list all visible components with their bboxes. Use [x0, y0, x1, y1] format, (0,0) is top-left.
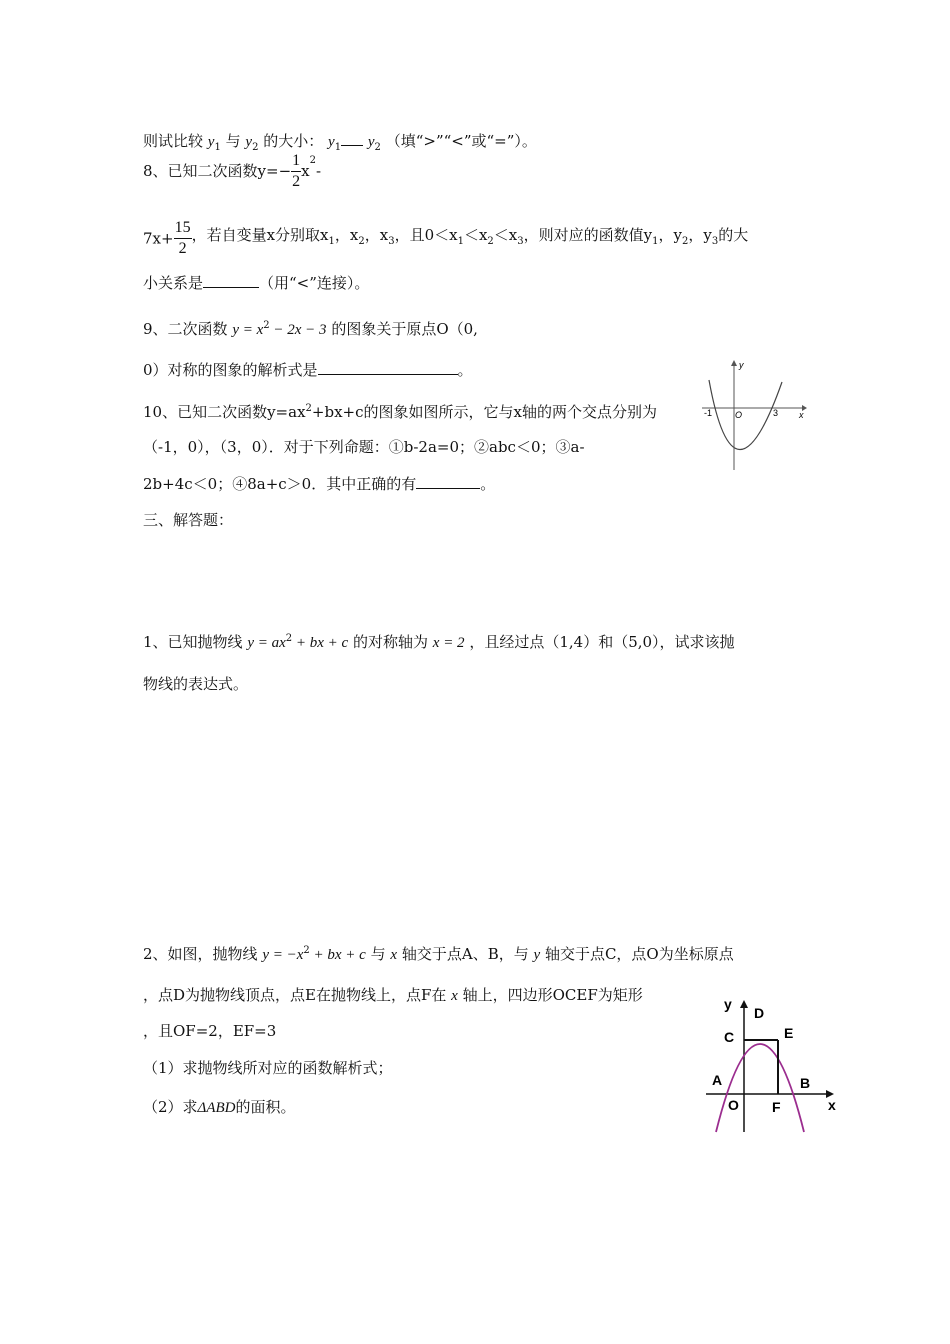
p1-line1: 1、已知抛物线 $y = ax^2$ + bx + c 的对称轴为 x = 2 ，且经过点（1,4）和（5,0），试求该抛 [143, 633, 735, 651]
f-label: F [772, 1099, 781, 1115]
c-label: C [724, 1029, 735, 1045]
p1-line2: 物线的表达式。 [143, 675, 249, 693]
answer-blank [203, 273, 259, 288]
answer-blank [318, 360, 458, 375]
p2-line1: 2、如图，抛物线 $y = -x^2$ + bx + c 与 x 轴交于点A、B，与 y 轴交于点C，点O为坐标原点 [143, 945, 734, 963]
q8-line2: 7x+ $\frac{15}{2}$ ，若自变量x分别取$x_1$，$x_2$，$x_3$，且$0<x_1<x_2<x_3$，则对应的函数值$y_1$，$y_2$，$y_3$的大 [143, 219, 749, 257]
answer-blank [416, 474, 480, 489]
section-title: 三、解答题： [143, 511, 234, 529]
y-label: y [739, 360, 744, 370]
origin-label: O [735, 410, 743, 420]
q10-line1: 10、已知二次函数$y=ax^2+bx+c$的图象如图所示，它与x轴的两个交点分别为 [143, 403, 657, 421]
q10-line3: 2b+4c＜0；④8a+c＞0．其中正确的有 。 [143, 475, 496, 493]
y-axis-arrow [740, 1000, 748, 1008]
q8-line3: 小关系是 （用“<”连接）。 [143, 274, 370, 292]
e-label: E [784, 1025, 794, 1041]
p2-line2: ，点D为抛物线顶点，点E在抛物线上，点F在 x 轴上，四边形OCEF为矩形 [143, 986, 643, 1004]
y-axis-arrow [731, 360, 737, 366]
q9-line1: 9、二次函数 $y = x^2 - 2x - 3$ 的图象关于原点O（0, [143, 320, 478, 338]
q8-line1: 8、已知二次函数y=− $\frac{1}{2}$ $x^2-$ [143, 151, 322, 190]
o-label: O [728, 1097, 739, 1113]
answer-blank [341, 131, 363, 146]
parabola-curve [716, 1044, 804, 1132]
y-label: y [724, 996, 732, 1012]
neg-one-label: -1 [704, 408, 713, 418]
fraction: $\frac{1}{2}$ [292, 151, 301, 190]
q10-line2: （-1，0），（3，0）．对于下列命题：①b-2a=0；②abc＜0；③a- [143, 438, 585, 456]
q10-parabola-graph [698, 358, 810, 474]
x-label: x [828, 1097, 836, 1113]
d-label: D [754, 1005, 765, 1021]
p2-sub1: （1）求抛物线所对应的函数解析式； [143, 1059, 393, 1077]
a-label: A [712, 1072, 723, 1088]
fraction: $\frac{15}{2}$ [174, 219, 191, 257]
q-prev-line: 则试比较 $y_1$ 与 $y_2$ 的大小： $y_1$ $y_2$ （填“>”“<”或“=”）。 [143, 132, 537, 153]
q9-line2: 0）对称的图象的解析式是 。 [143, 361, 473, 379]
x-label: x [799, 410, 804, 420]
p2-line3: ，且OF=2，EF=3 [143, 1022, 277, 1040]
p2-parabola-graph [702, 996, 844, 1136]
p2-sub2: （2）求ΔABD的面积。 [143, 1098, 296, 1116]
b-label: B [800, 1075, 811, 1091]
three-label: 3 [773, 408, 779, 418]
parabola-curve [709, 380, 782, 450]
